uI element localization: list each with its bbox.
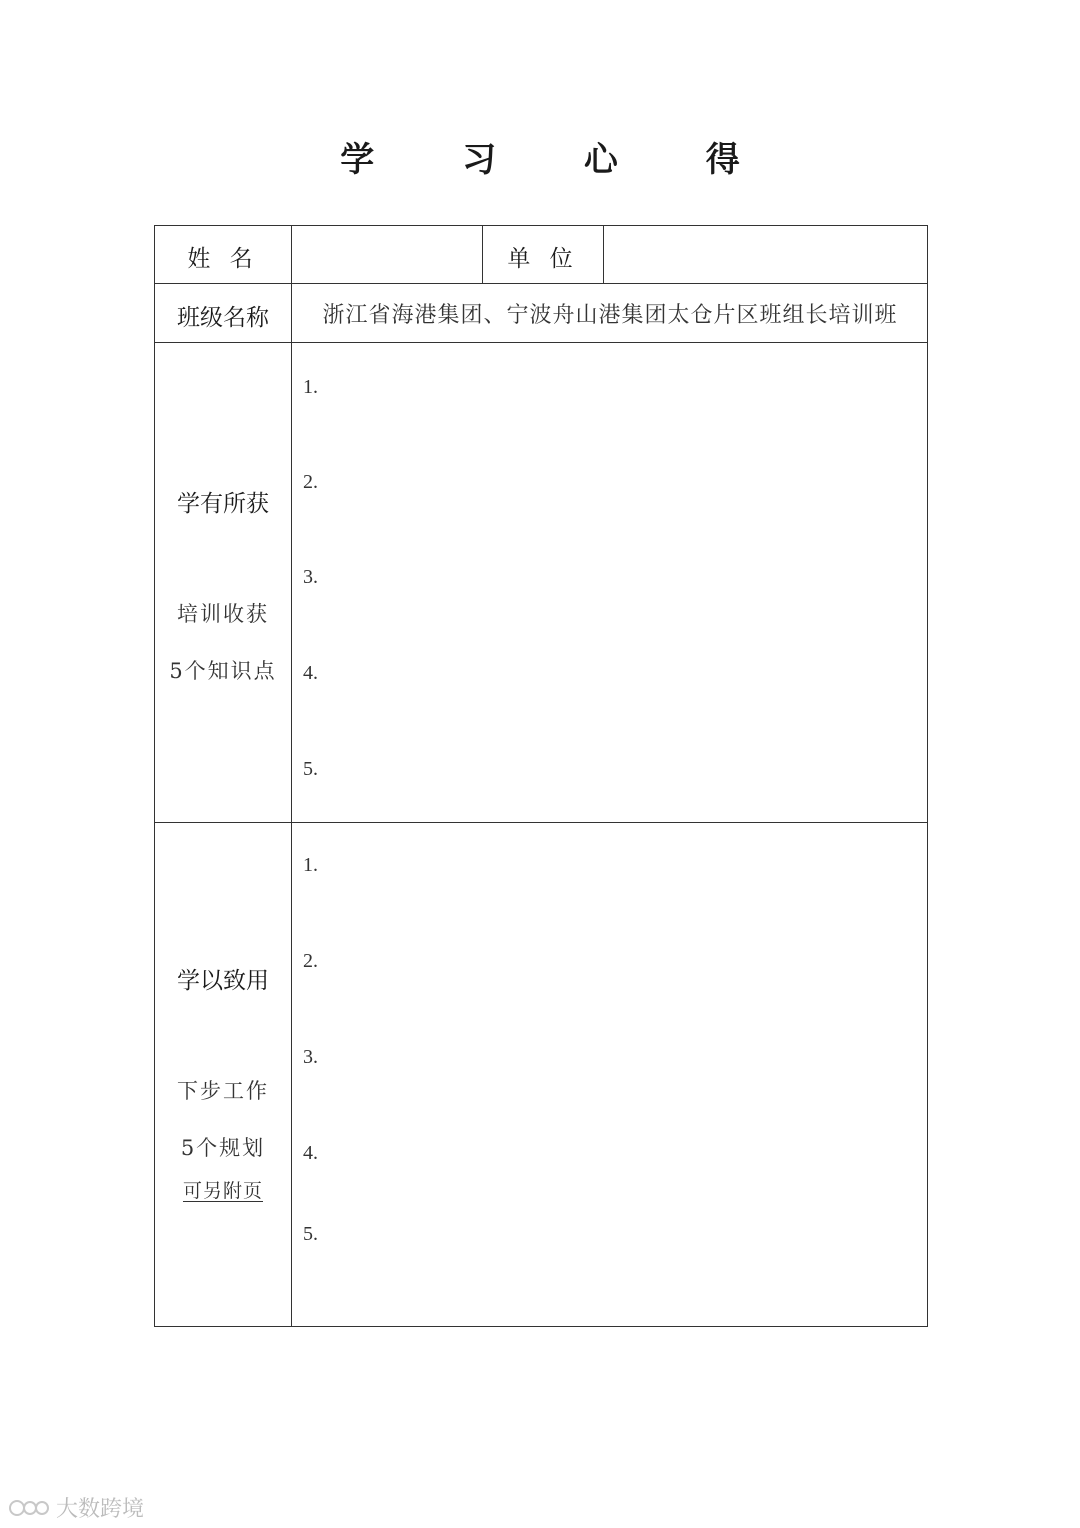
section1-item-1[interactable]: 1. [303, 376, 318, 398]
column-divider [291, 226, 292, 1326]
attach-page-note: 可另附页 [182, 1180, 263, 1202]
section1-item-3[interactable]: 3. [303, 566, 318, 588]
name-label: 姓 名 [187, 246, 259, 272]
section2-label: 学以致用 [177, 968, 269, 994]
section2-sub1: 下步工作 [177, 1079, 269, 1103]
class-value: 浙江省海港集团、宁波舟山港集团太仓片区班组长培训班 [322, 303, 898, 328]
form-table [154, 225, 928, 1327]
section1-item-2[interactable]: 2. [303, 471, 318, 493]
section2-item-4[interactable]: 4. [303, 1142, 318, 1164]
row-divider [155, 822, 927, 823]
section1-sub1: 培训收获 [177, 602, 269, 626]
section2-item-2[interactable]: 2. [303, 950, 318, 972]
column-divider [603, 226, 604, 283]
unit-field[interactable] [605, 228, 925, 281]
unit-label: 单 位 [507, 246, 579, 272]
page-title: 学 习 心 得 [340, 140, 778, 180]
section1-item-5[interactable]: 5. [303, 758, 318, 780]
section2-item-5[interactable]: 5. [303, 1223, 318, 1245]
row-divider [155, 342, 927, 343]
section2-item-3[interactable]: 3. [303, 1046, 318, 1068]
section2-item-1[interactable]: 1. [303, 854, 318, 876]
section2-sub2: 5个规划 [180, 1136, 266, 1160]
class-label: 班级名称 [177, 305, 269, 331]
watermark-logo-icon [8, 1497, 52, 1519]
row-divider [155, 283, 927, 284]
section1-item-4[interactable]: 4. [303, 662, 318, 684]
watermark [8, 1492, 144, 1523]
section1-label: 学有所获 [177, 491, 269, 517]
section1-sub2: 5个知识点 [169, 659, 277, 683]
watermark-text: 大数跨境 [56, 1497, 145, 1522]
name-field[interactable] [293, 228, 481, 281]
